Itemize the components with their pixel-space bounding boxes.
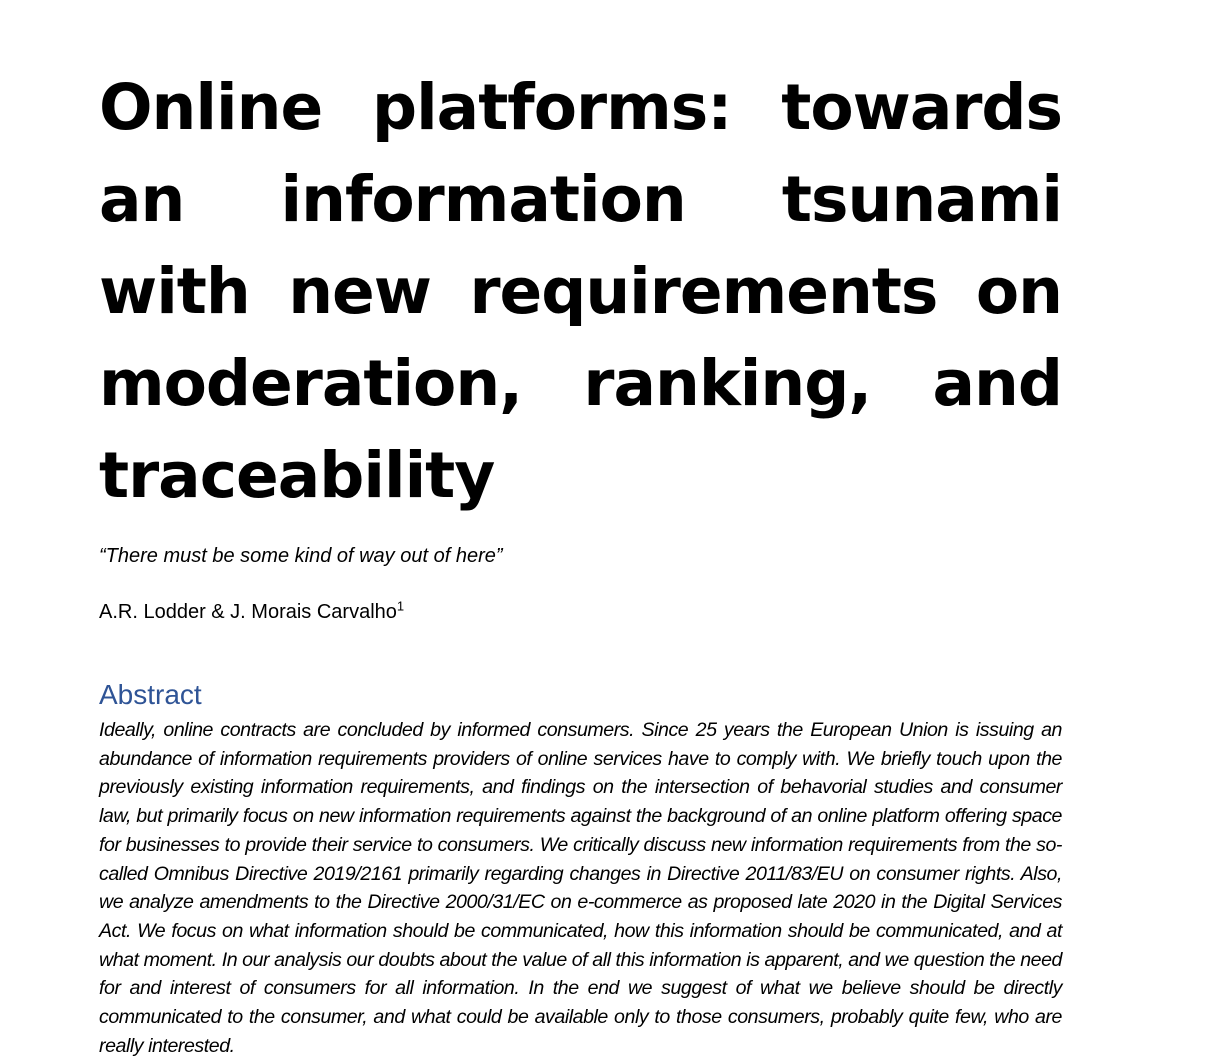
abstract-heading: Abstract: [99, 679, 202, 710]
paper-page: [99, 0, 1062, 1060]
abstract-body: Ideally, online contracts are concluded by informed consumers. Since 25 years the European Union is issuing an abundance of information requirements providers of online services have to comply with. We briefly touch upon the previously existing information requirements, and findings on the intersection of behavorial studies and consumer law, but primarily focus on new information requirements against the background of an online platform offering space for businesses to provide their service to consumers. We critically discuss new information requirements from the so-called Omnibus Directive 2019/2161 primarily regarding changes in Directive 2011/83/EU on consumer rights. Also, we analyze amendments to the Directive 2000/31/EC on e-commerce as proposed late 2020 in the Digital Services Act. We focus on what information should be communicated, how this information should be communicated, and at what moment. In our analysis our doubts about the value of all this information is apparent, and we question the need for and interest of consumers for all information. In the end we suggest of what we believe should be directly communicated to the consumer, and what could be available only to those consumers, probably quite few, who are really interested.: [99, 719, 1062, 1057]
footnote-marker[interactable]: 1: [396, 598, 405, 614]
epigraph-quote: “There must be some kind of way out of here”: [99, 545, 503, 567]
author-names: A.R. Lodder & J. Morais Carvalho: [99, 601, 397, 623]
paper-title: Online platforms: towards an information tsunami with new requirements on moderation, ranking, and traceability: [99, 71, 1062, 512]
author-line: [99, 598, 1062, 626]
